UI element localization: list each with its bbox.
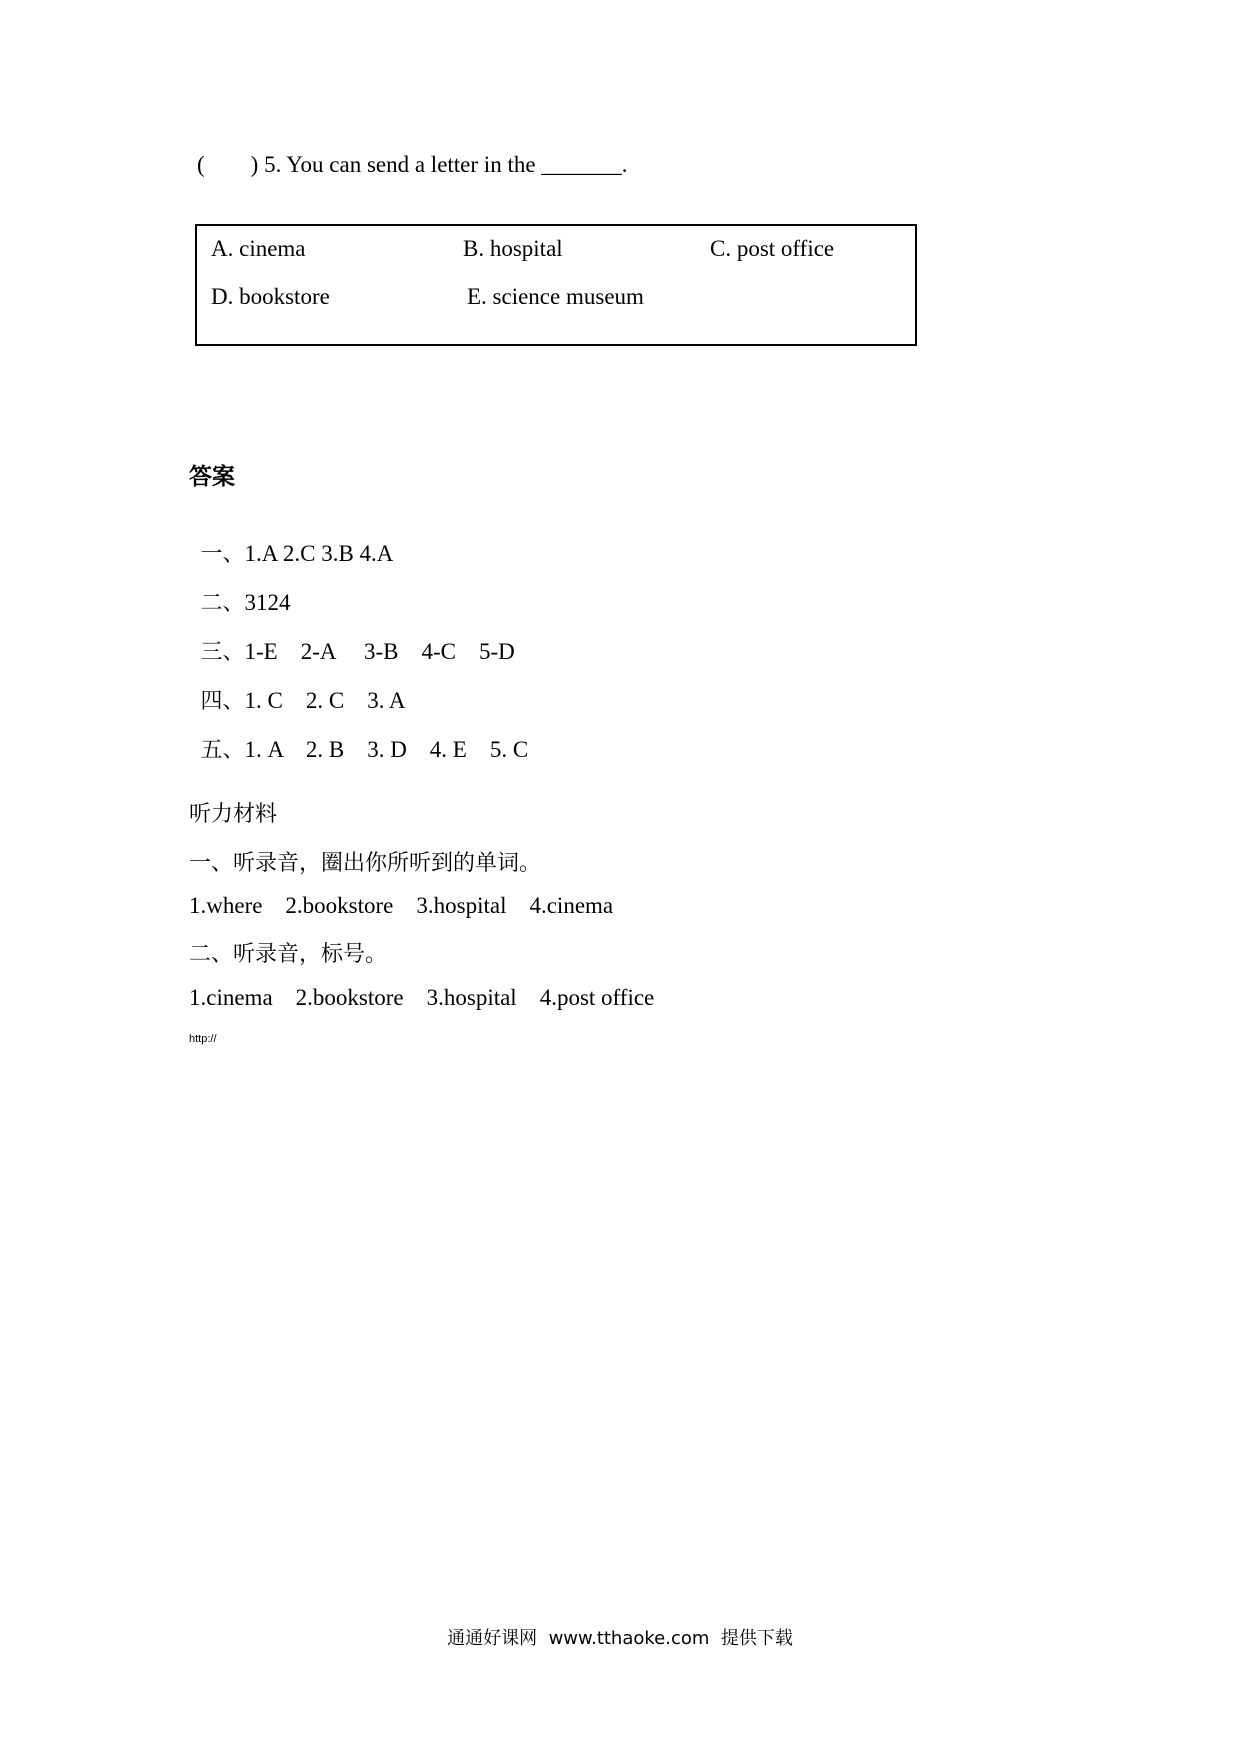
option-e: E. science museum: [467, 284, 644, 309]
answer-line-5-values: 1. A 2. B 3. D 4. E 5. C: [244, 737, 529, 762]
answer-line-5: [189, 707, 528, 764]
listening-part2-prompt: 二、听录音，标号。: [189, 942, 388, 967]
answer-line-5-lead: 五、: [200, 738, 245, 763]
answer-line-3-lead: 三、: [200, 640, 245, 665]
page-footer: 通通好课网 www.tthaoke.com 提供下载: [447, 1628, 793, 1649]
answer-line-2-values: 3124: [244, 590, 291, 615]
option-d: D. bookstore: [211, 284, 330, 309]
option-a: A. cinema: [211, 236, 306, 261]
answer-line-2-lead: 二、: [200, 591, 245, 616]
question-5: ( ) 5. You can send a letter in the _______.: [197, 152, 628, 177]
url-fragment: http://: [189, 1033, 217, 1045]
answer-line-1-values: 1.A 2.C 3.B 4.A: [244, 541, 394, 566]
option-c: C. post office: [710, 236, 835, 261]
listening-heading: 听力材料: [189, 802, 278, 827]
listening-part2-items: 1.cinema 2.bookstore 3.hospital 4.post office: [189, 985, 655, 1010]
options-box: [195, 224, 917, 346]
listening-part1-items: 1.where 2.bookstore 3.hospital 4.cinema: [189, 893, 614, 918]
option-b: B. hospital: [463, 236, 563, 261]
answer-heading: 答案: [189, 464, 235, 490]
listening-part1-prompt: 一、听录音，圈出你所听到的单词。: [189, 851, 542, 876]
answer-line-1-lead: 一、: [200, 542, 245, 567]
answer-line-4-values: 1. C 2. C 3. A: [244, 688, 406, 713]
answer-line-3-values: 1-E 2-A 3-B 4-C 5-D: [244, 639, 515, 664]
answer-line-4-lead: 四、: [200, 689, 245, 714]
